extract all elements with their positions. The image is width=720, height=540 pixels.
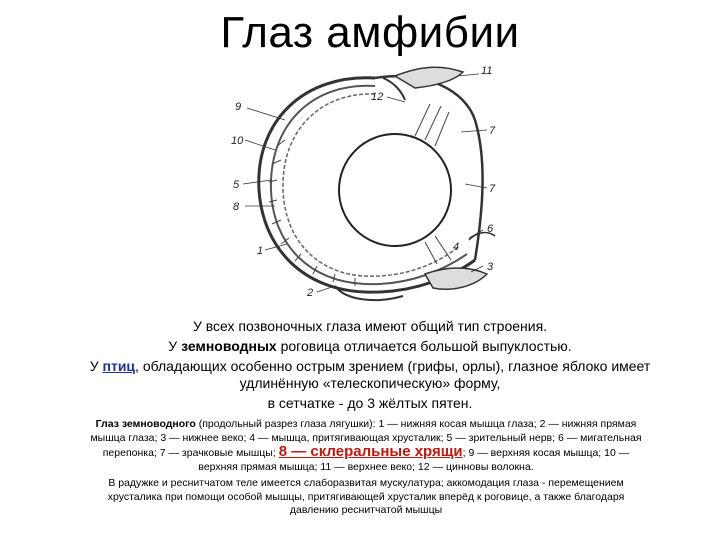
caption-para-2: В радужке и реснитчатом теле имеется слаборазвитая мускулатура; аккомодация глаза - перемещением хрусталика при помощи особой мышцы, притягивающей хрусталик вперёд к роговице, а также благодаря давлению реснитчатой мышцы — [107, 477, 625, 516]
figure-label-11: 11 — [481, 65, 493, 77]
figure-label-3: 3 — [487, 261, 494, 273]
body-line-4-text: в сетчатке - до 3 жёлтых пятен. — [267, 395, 473, 411]
body-line-1-text: У всех позвоночных глаза имеют общий тип строения. — [192, 318, 548, 334]
birds-link[interactable]: птиц — [102, 358, 136, 374]
figure-label-6: 6 — [487, 223, 494, 235]
figure-label-8: 8 — [233, 201, 240, 213]
figure-label-5: 5 — [233, 179, 240, 191]
body-line-2-pre: У — [168, 338, 182, 354]
figure-label-4: 4 — [453, 241, 460, 253]
body-line-2 — [60, 338, 680, 355]
caption-part-1: (продольный разрез глаза лягушки): 1 — нижняя косая мышца глаза; 2 — нижняя прямая мышца глаза; 3 — нижнее веко; 4 — мышца, притягивающая хрусталик; 5 — зрительный нерв; 6 — мигательная перепонка; 7 — зрачковые мышцы; — [90, 418, 642, 459]
caption-bold: Глаз земноводного — [95, 418, 196, 430]
slide-body — [60, 318, 680, 415]
eye-diagram — [225, 60, 505, 310]
body-line-3-pre: У — [89, 358, 103, 374]
body-line-3 — [60, 358, 680, 392]
body-line-3-post: , обладающих особенно острым зрением (грифы, орлы), глазное яблоко имеет удлинённую «телескопическую» форму, — [135, 358, 651, 391]
slide-title: Глаз амфибии — [220, 8, 520, 57]
figure-label-10: 10 — [231, 135, 244, 147]
figure-label-1: 1 — [257, 245, 264, 257]
body-line-2-bold: земноводных — [181, 338, 277, 354]
figure-label-7a: 7 — [489, 125, 496, 137]
figure-label-2: 2 — [307, 287, 314, 299]
figure-label-9: 9 — [235, 101, 242, 113]
upper-eyelid — [395, 67, 463, 88]
eye-cross-section-figure — [225, 60, 505, 310]
figure-caption — [88, 418, 644, 521]
cartilage-hatching — [269, 140, 355, 286]
caption-part-2: ; 9 — верхняя косая мышца; 10 — верхняя прямая мышца; 11 — верхнее веко; 12 — цинновы волокна. — [198, 447, 630, 473]
caption-para-1 — [88, 418, 644, 474]
lens — [339, 134, 451, 246]
lower-eyelid — [425, 268, 487, 289]
upper-muscle — [383, 78, 405, 100]
scleral-cartilage-highlight: 8 — склеральные хрящи — [278, 443, 463, 460]
body-line-1 — [60, 318, 680, 335]
figure-label-7b: 7 — [489, 183, 496, 195]
body-line-4 — [60, 395, 680, 412]
body-line-2-post: роговица отличается большой выпуклостью. — [276, 338, 572, 354]
figure-label-12: 12 — [371, 91, 384, 103]
